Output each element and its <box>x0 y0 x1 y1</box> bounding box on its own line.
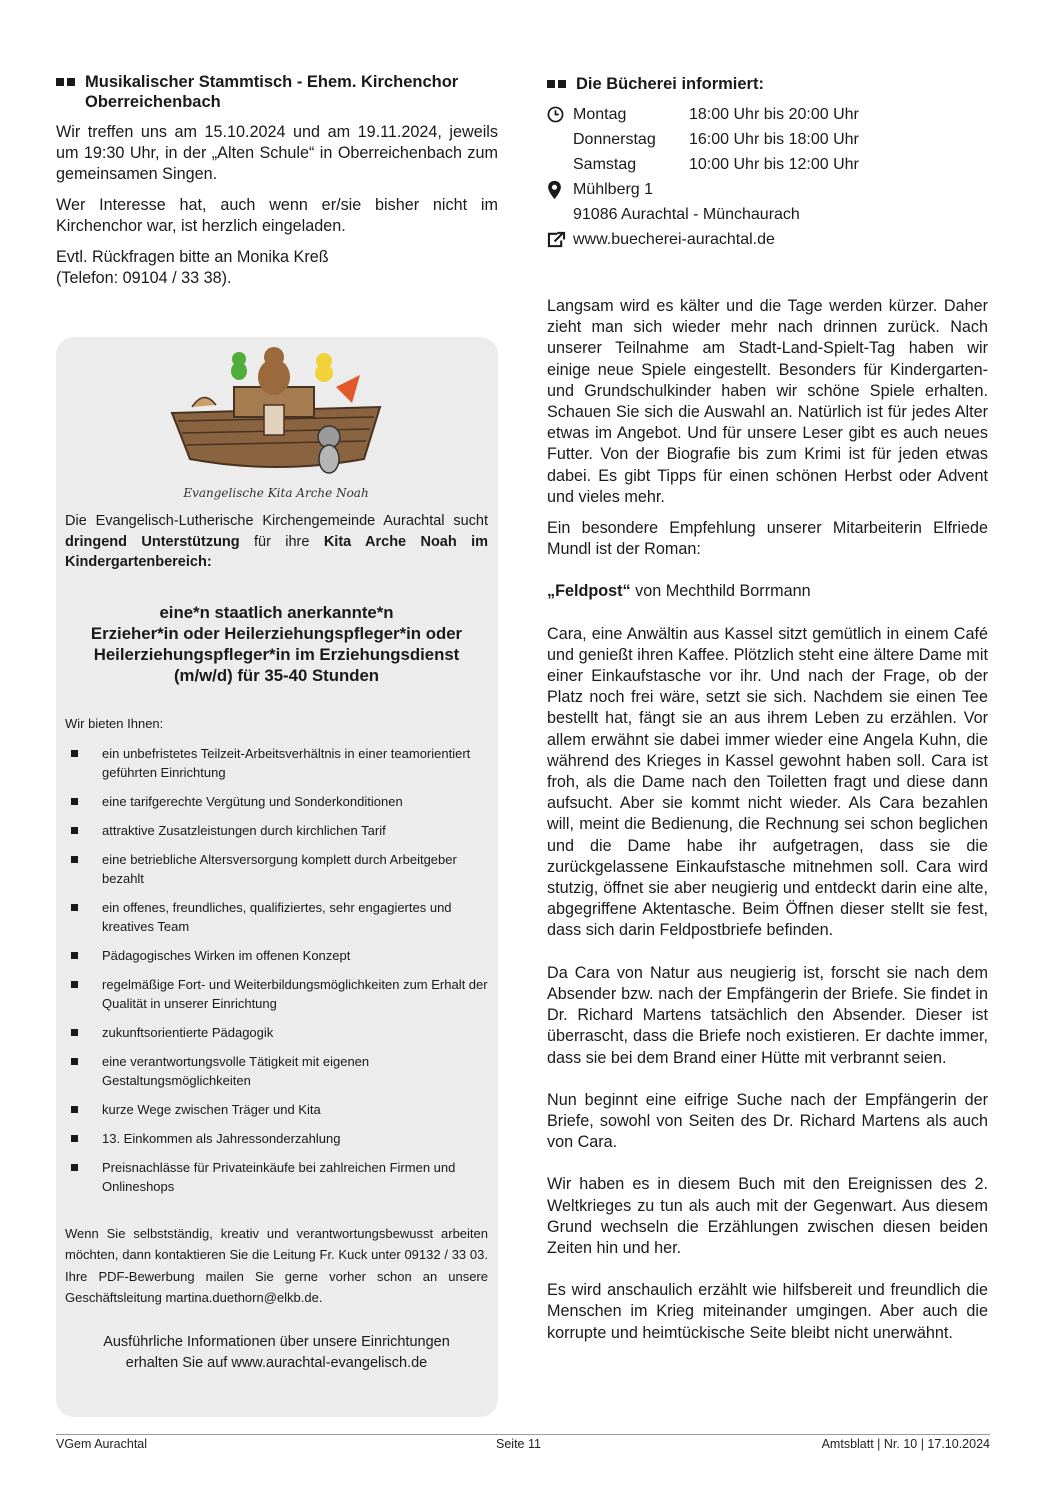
time-label: 10:00 Uhr bis 12:00 Uhr <box>689 155 859 173</box>
bullet-icon <box>71 981 78 988</box>
kita-info-text: Ausführliche Informationen über unsere Einrichtungen erhalten Sie auf www.aurachtal-evangelisch.de <box>103 1333 450 1371</box>
book-author: von Mechthild Borrmann <box>630 582 811 601</box>
hours-row <box>547 102 988 127</box>
buecherei-article <box>547 74 988 1344</box>
benefit-text: zukunftsorientierte Pädagogik <box>102 1024 274 1040</box>
benefits-list <box>65 744 488 1196</box>
buecherei-paragraph-3: Cara, eine Anwältin aus Kassel sitzt gemütlich in einem Café und genießt ihren Kaffee. Plötzlich steht eine ältere Dame mit einer Einkaufstasche vor ihr. Und nach der Frage, ob der Platz noch frei wäre, setzt sie sich. Nachdem sie einen Tee bestellt hat, fängt sie an aus ihrem Leben zu erzählen. Vor allem erwähnt sie dabei immer wieder eine Angela Kuhn, die während des Krieges in Kassel gewohnt haben soll. Cara ist froh, als die Dame nach den Toiletten fragt und diese dann aufsucht. Aber sie kommt nicht wieder. Als Cara bezahlen will, meint die Bedienung, die Rechnung sei schon beglichen und die Dame habe ihr aufgetragen, dass sie die zurückgelassene Einkaufstasche mitnehmen soll. Cara wird stutzig, öffnet sie aber neugierig und entdeckt darin eine alte, abgegriffene Aktentasche. Beim Öffnen dieser stellt sie fest, dass sich darin Feldpostbriefe befinden. <box>547 624 988 940</box>
benefit-text: ein offenes, freundliches, qualifiziertes, sehr engagiertes und kreatives Team <box>102 899 452 934</box>
buecherei-paragraph-4: Da Cara von Natur aus neugierig ist, forscht sie nach dem Absender bzw. nach der Empfängerin der Briefe. Sie findet in Dr. Richard Martens tatsächlich den Absender. Dieser ist überrascht, dass die Briefe noch existieren. Er dachte immer, dass sie bei dem Brand einer Hütte mit verbrannt seien. <box>547 963 988 1067</box>
benefit-text: Preisnachlässe für Privateinkäufe bei zahlreichen Firmen und Onlineshops <box>102 1159 456 1194</box>
bullet-icon <box>71 798 78 805</box>
kita-contact-text: Wenn Sie selbstständig, kreativ und verantwortungsbewusst arbeiten möchten, dann kontaktieren Sie die Leitung Fr. Kuck unter 09132 / 33 03. Ihre PDF-Bewerbung mailen Sie gerne vorher schon an unsere Geschäftsleitung martina.duethorn@elkb.de. <box>65 1225 488 1305</box>
benefit-item <box>65 850 488 888</box>
hours-row <box>547 152 988 177</box>
bullet-icon <box>71 904 78 911</box>
location-pin-icon <box>547 180 573 200</box>
benefit-text: attraktive Zusatzleistungen durch kirchlichen Tarif <box>102 822 386 838</box>
contact-line-2: (Telefon: 09104 / 33 38). <box>56 269 232 287</box>
buecherei-heading: Die Bücherei informiert: <box>547 74 988 94</box>
benefit-item <box>65 975 488 1013</box>
job-title: eine*n staatlich anerkannte*n Erzieher*in oder Heilerziehungspfleger*in oder Heilerziehungspfleger*in im Erziehungsdienst (m/w/d) für 35-40 Stunden <box>90 602 463 685</box>
footer-divider <box>56 1434 990 1435</box>
benefit-item <box>65 1158 488 1196</box>
clock-icon <box>547 106 573 123</box>
benefit-text: regelmäßige Fort- und Weiterbildungsmöglichkeiten zum Erhalt der Qualität in unserer Einrichtung <box>102 976 488 1011</box>
website-link[interactable]: www.buecherei-aurachtal.de <box>573 230 775 248</box>
benefit-item <box>65 1052 488 1090</box>
offer-heading: Wir bieten Ihnen: <box>65 715 164 731</box>
bullet-icon <box>71 1164 78 1171</box>
benefit-item <box>65 1129 488 1148</box>
stammtisch-contact <box>56 247 498 289</box>
benefit-item <box>65 1023 488 1042</box>
bullet-icon <box>71 856 78 863</box>
bullet-icon <box>71 827 78 834</box>
stammtisch-paragraph-1: Wir treffen uns am 15.10.2024 und am 19.11.2024, jeweils um 19:30 Uhr, in der „Alten Schule“ in Oberreichenbach zum gemeinsamen Singen. <box>56 123 498 183</box>
buecherei-paragraph-5: Nun beginnt eine eifrige Suche nach der Empfängerin der Briefe, sowohl von Seiten des Dr. Richard Martens als auch von Cara. <box>547 1090 988 1152</box>
stammtisch-title-2: Oberreichenbach <box>85 93 221 111</box>
opening-hours <box>547 102 988 252</box>
benefit-item <box>65 1100 488 1119</box>
benefit-item <box>65 898 488 936</box>
bullet-icon <box>71 1029 78 1036</box>
address-street: Mühlberg 1 <box>573 180 654 198</box>
section-marker-icon <box>547 74 566 94</box>
buecherei-paragraph-2: Ein besondere Empfehlung unserer Mitarbeiterin Elfriede Mundl ist der Roman: <box>547 519 988 559</box>
benefit-text: ein unbefristetes Teilzeit-Arbeitsverhältnis in einer teamorientiert geführten Einrichtung <box>102 745 471 780</box>
bullet-icon <box>71 1135 78 1142</box>
day-label: Donnerstag <box>573 130 656 148</box>
benefit-text: eine verantwortungsvolle Tätigkeit mit eigenen Gestaltungsmöglichkeiten <box>102 1053 370 1088</box>
kita-arche-noah-logo <box>164 347 388 505</box>
bullet-icon <box>71 952 78 959</box>
address-city: 91086 Aurachtal - Münchaurach <box>573 205 800 223</box>
bullet-icon <box>71 1106 78 1113</box>
hours-row <box>547 127 988 152</box>
bullet-icon <box>71 1058 78 1065</box>
time-label: 18:00 Uhr bis 20:00 Uhr <box>689 105 859 123</box>
benefit-item <box>65 821 488 840</box>
contact-line-1: Evtl. Rückfragen bitte an Monika Kreß <box>56 248 329 266</box>
bullet-icon <box>71 750 78 757</box>
buecherei-paragraph-1: Langsam wird es kälter und die Tage werden kürzer. Daher zieht man sich wieder mehr nach drinnen zurück. Nach unserer Teilnahme am Stadt-Land-Spielt-Tag haben wir einige neue Spiele eingestellt. Besonders für Kindergarten- und Grundschulkinder haben wir schöne Spiele erhalten. Schauen Sie sich die Auswahl an. Natürlich ist für jedes Alter etwas im Angebot. Und für unsere Leser gibt es auch neues Futter. Von der Biografie bis zum Krimi ist für jeden etwas dabei. Es gibt Tipps für einen schönen Herbst oder Advent und vieles mehr. <box>547 297 988 506</box>
footer-page-number: Seite 11 <box>496 1437 541 1451</box>
benefit-text: kurze Wege zwischen Träger und Kita <box>102 1101 321 1117</box>
address-row-2 <box>547 202 988 227</box>
benefit-text: eine betriebliche Altersversorgung komplett durch Arbeitgeber bezahlt <box>102 851 457 886</box>
buecherei-paragraph-7: Es wird anschaulich erzählt wie hilfsbereit und freundlich die Menschen im Krieg miteinander umgingen. Aber auch die korrupte und heimtückische Seite bleibt nicht unerwähnt. <box>547 1281 988 1342</box>
footer-left: VGem Aurachtal <box>56 1437 148 1451</box>
benefit-text: 13. Einkommen als Jahressonderzahlung <box>102 1130 341 1146</box>
book-recommendation <box>547 581 988 602</box>
stammtisch-paragraph-2: Wer Interesse hat, auch wenn er/sie bisher nicht im Kirchenchor war, ist herzlich eingeladen. <box>56 196 498 235</box>
kita-logo-caption: Evangelische Kita Arche Noah <box>183 486 369 500</box>
website-row[interactable] <box>547 227 988 252</box>
section-marker-icon <box>56 72 75 112</box>
kita-ad-content <box>65 511 488 1374</box>
external-link-icon <box>547 231 573 248</box>
address-row <box>547 177 988 202</box>
footer-right: Amtsblatt | Nr. 10 | 17.10.2024 <box>821 1437 990 1451</box>
kita-job-ad <box>56 337 498 1417</box>
buecherei-paragraph-6: Wir haben es in diesem Buch mit den Ereignissen des 2. Weltkrieges zu tun als auch mit der Gegenwart. Aus diesem Grund wechseln die Erzählungen zwischen diesen beiden Zeiten hin und her. <box>547 1175 988 1257</box>
benefit-text: Pädagogisches Wirken im offenen Konzept <box>102 947 351 963</box>
benefit-item <box>65 792 488 811</box>
benefit-item <box>65 946 488 965</box>
stammtisch-title-1: Musikalischer Stammtisch - Ehem. Kirchenchor <box>85 73 459 91</box>
benefit-item <box>65 744 488 782</box>
day-label: Samstag <box>573 155 637 173</box>
stammtisch-heading <box>56 72 498 112</box>
book-title: „Feldpost“ <box>547 582 631 601</box>
day-label: Montag <box>573 105 627 123</box>
time-label: 16:00 Uhr bis 18:00 Uhr <box>689 130 859 148</box>
kita-intro: Die Evangelisch-Lutherische Kirchengemeinde Aurachtal sucht dringend Unterstützung für ihre Kita Arche Noah im Kindergartenbereich: <box>65 513 488 570</box>
benefit-text: eine tarifgerechte Vergütung und Sonderkonditionen <box>102 793 403 809</box>
stammtisch-article <box>56 72 498 289</box>
